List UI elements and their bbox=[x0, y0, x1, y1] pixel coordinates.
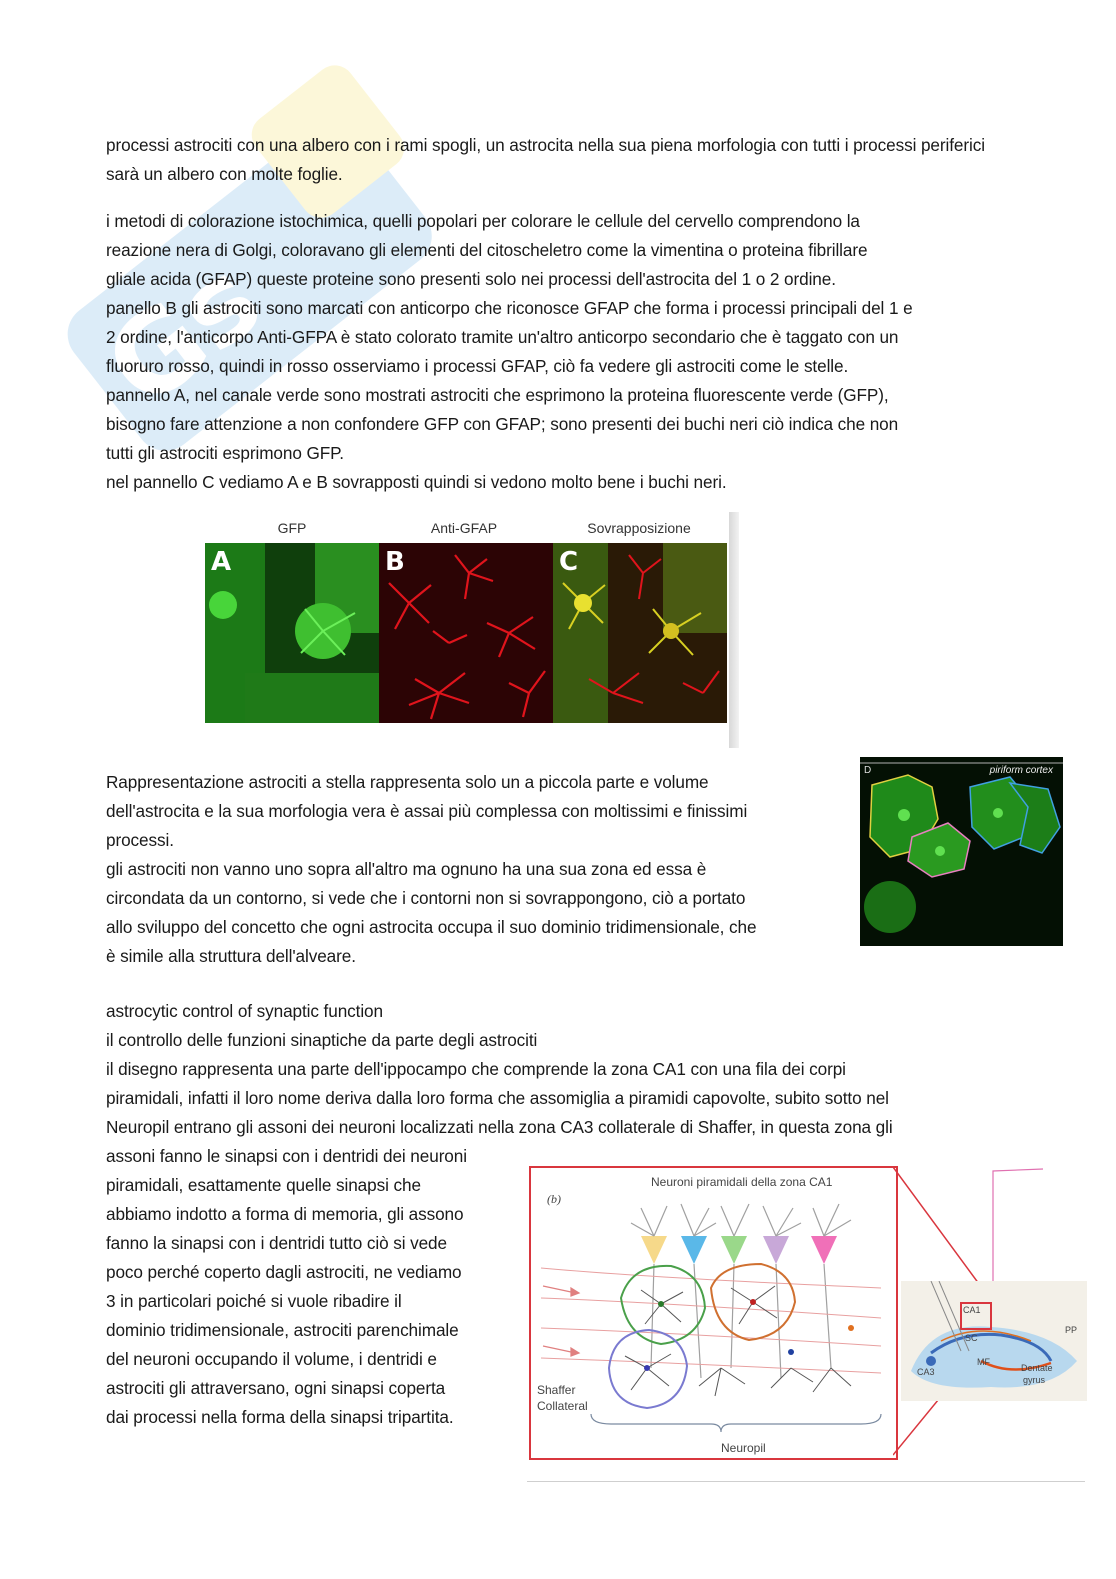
text-line: assoni fanno le sinapsi con i dentridi dei neuroni bbox=[106, 1146, 467, 1166]
text-line: nel pannello C vediamo A e B sovrapposti quindi si vedono molto bene i buchi neri. bbox=[106, 472, 727, 492]
subtitle-english: astrocytic control of synaptic function bbox=[106, 1001, 383, 1021]
label-shaffer: Shaffer bbox=[537, 1383, 576, 1397]
diagram-frame bbox=[529, 1166, 898, 1460]
label-gfp: GFP bbox=[277, 520, 307, 536]
label-gyrus: gyrus bbox=[1023, 1375, 1046, 1385]
panel-letter: D bbox=[864, 765, 872, 776]
text-line: piramidali, esattamente quelle sinapsi che bbox=[106, 1175, 421, 1195]
text-line: 3 in particolari poiché si vuole ribadire il bbox=[106, 1291, 402, 1311]
figure-hippocampus-ca1 bbox=[527, 1163, 1087, 1488]
panel-label: (b) bbox=[547, 1192, 561, 1206]
caption-piriform-cortex: piriform cortex bbox=[989, 765, 1053, 776]
label-ca1: CA1 bbox=[963, 1305, 981, 1315]
svg-text:Gs: Gs bbox=[82, 234, 284, 432]
panel-b-anti-gfap bbox=[379, 543, 553, 723]
label-dentate: Dentate bbox=[1021, 1363, 1053, 1373]
divider-line bbox=[527, 1481, 1085, 1482]
label-anti-gfap: Anti-GFAP bbox=[430, 520, 498, 536]
figure-edge bbox=[729, 512, 739, 748]
text-line: circondata da un contorno, si vede che i contorni non si sovrappongono, ciò a portato bbox=[106, 888, 746, 908]
panel-letter: C bbox=[559, 547, 579, 577]
label-overlay: Sovrapposizione bbox=[587, 520, 691, 536]
label-shaffer-collateral bbox=[537, 1382, 588, 1414]
label-ca3: CA3 bbox=[917, 1367, 935, 1377]
text-line: gli astrociti non vanno uno sopra all'altro ma ognuno ha una sua zona ed essa è bbox=[106, 859, 707, 879]
panel-letter: A bbox=[211, 547, 232, 577]
text-line: fluoruro rosso, quindi in rosso osserviamo i processi GFAP, ciò fa vedere gli astrociti come le stelle. bbox=[106, 356, 849, 376]
text-line: processi. bbox=[106, 830, 174, 850]
text-line: reazione nera di Golgi, coloravano gli elementi del citoscheletro come la vimentina o proteina fibrillare bbox=[106, 240, 868, 260]
label-mf: MF bbox=[977, 1357, 990, 1367]
figure-astrocyte-staining bbox=[205, 512, 740, 748]
text-line: tutti gli astrociti esprimono GFP. bbox=[106, 443, 344, 463]
label-sc: SC bbox=[965, 1333, 978, 1343]
text-line: del neuroni occupando il volume, i dentridi e bbox=[106, 1349, 437, 1369]
figure-astrocyte-domains bbox=[860, 757, 1063, 946]
text-line: Rappresentazione astrociti a stella rappresenta solo un a piccola parte e volume bbox=[106, 772, 709, 792]
text-line: i metodi di colorazione istochimica, quelli popolari per colorare le cellule del cervello comprendono la bbox=[106, 211, 860, 231]
text-line: dominio tridimensionale, astrociti parenchimale bbox=[106, 1320, 459, 1340]
panel-a-gfp bbox=[205, 543, 379, 723]
text-line: il disegno rappresenta una parte dell'ippocampo che comprende la zona CA1 con una fila dei corpi bbox=[106, 1059, 846, 1079]
text-line: dell'astrocita e la sua morfologia vera è assai più complessa con moltissimi e finissimi bbox=[106, 801, 748, 821]
text-line: panello B gli astrociti sono marcati con anticorpo che riconosce GFAP che forma i processi principali del 1 e bbox=[106, 298, 913, 318]
text-line: astrociti gli attraversano, ogni sinapsi coperta bbox=[106, 1378, 446, 1398]
text-line: poco perché coperto dagli astrociti, ne vediamo bbox=[106, 1262, 462, 1282]
hippocampus-inset bbox=[901, 1281, 1087, 1401]
text-line: gliale acida (GFAP) queste proteine sono presenti solo nei processi dell'astrocita del 1 o 2 ordine. bbox=[106, 269, 836, 289]
label-collateral: Collateral bbox=[537, 1399, 588, 1413]
label-neuropil: Neuropil bbox=[721, 1441, 766, 1455]
subtitle-italian: il controllo delle funzioni sinaptiche da parte degli astrociti bbox=[106, 1030, 538, 1050]
text-line: bisogno fare attenzione a non confondere GFP con GFAP; sono presenti dei buchi neri ciò indica che non bbox=[106, 414, 899, 434]
figure-title: Neuroni piramidali della zona CA1 bbox=[651, 1175, 833, 1189]
text-line: dai processi nella forma della sinapsi tripartita. bbox=[106, 1407, 454, 1427]
text-line: fanno la sinapsi con i dentridi tutto ciò si vede bbox=[106, 1233, 447, 1253]
panel-letter: B bbox=[385, 547, 405, 577]
text-line: abbiamo indotto a forma di memoria, gli assono bbox=[106, 1204, 464, 1224]
paragraph-1: processi astrociti con una albero con i rami spogli, un astrocita nella sua piena morfologia con tutti i processi periferici sarà un albero con molte foglie. bbox=[106, 135, 985, 184]
text-line: Neuropil entrano gli assoni dei neuroni localizzati nella zona CA3 collaterale di Shaffer, in questa zona gli bbox=[106, 1117, 893, 1137]
text-line: pannello A, nel canale verde sono mostrati astrociti che esprimono la proteina fluorescente verde (GFP), bbox=[106, 385, 889, 405]
panel-c-overlay bbox=[553, 543, 727, 723]
text-line: piramidali, infatti il loro nome deriva dalla loro forma che assomiglia a piramidi capovolte, subito sotto nel bbox=[106, 1088, 889, 1108]
text-line: è simile alla struttura dell'alveare. bbox=[106, 946, 356, 966]
label-pp: PP bbox=[1065, 1325, 1078, 1335]
text-line: allo sviluppo del concetto che ogni astrocita occupa il suo dominio tridimensionale, che bbox=[106, 917, 757, 937]
text-line: 2 ordine, l'anticorpo Anti-GFPA è stato colorato tramite un'altro anticorpo secondario che è taggato con un bbox=[106, 327, 899, 347]
